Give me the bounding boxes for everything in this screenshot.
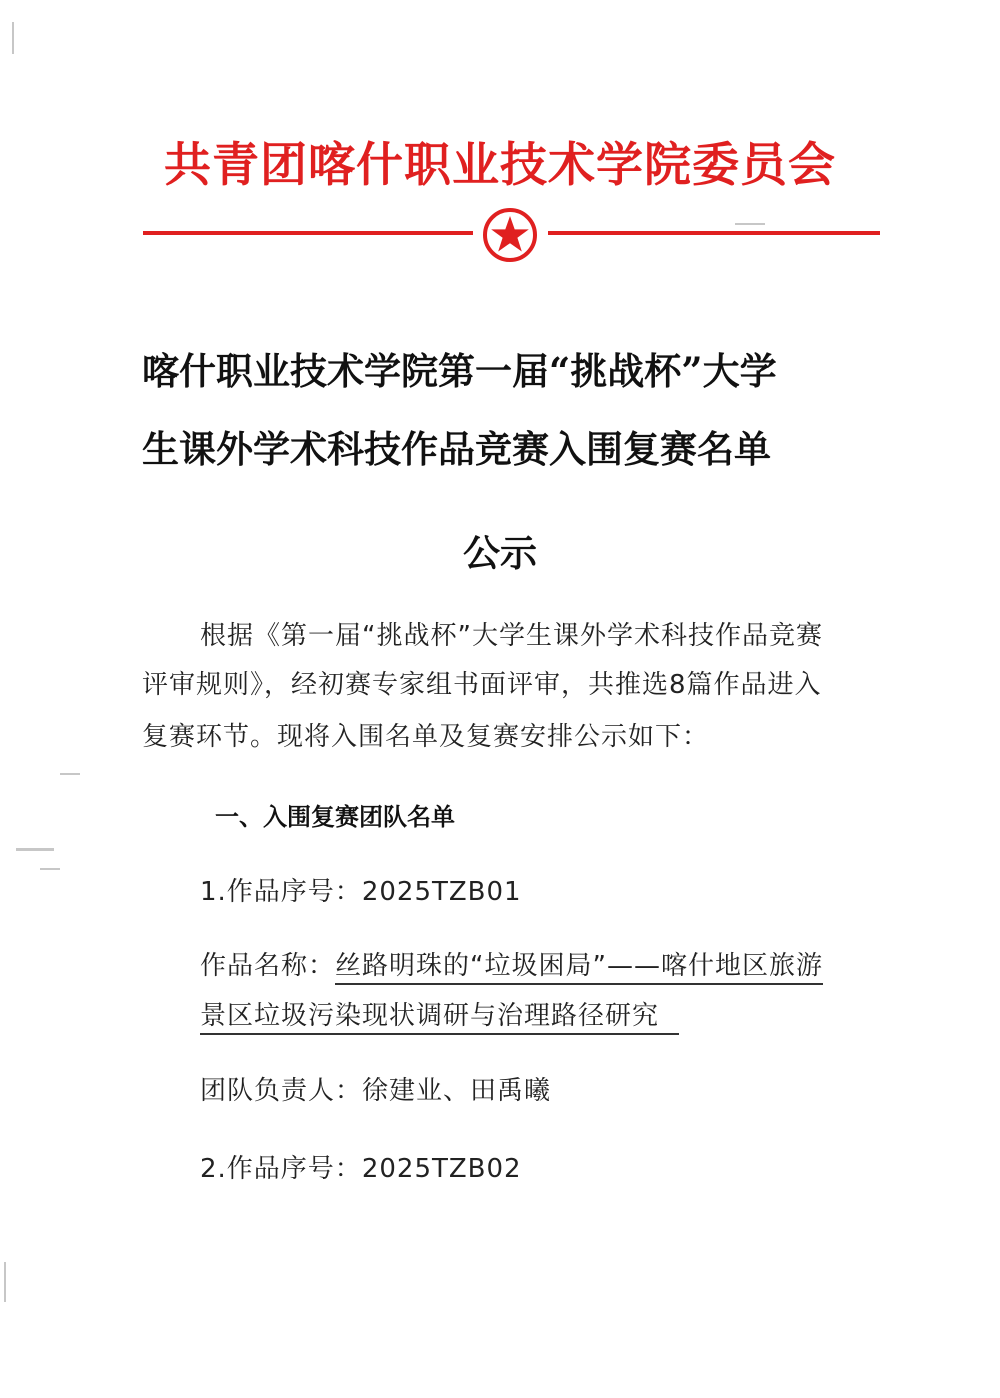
intro-line-1: 根据《第一届“挑战杯”大学生课外学术科技作品竞赛	[200, 621, 823, 651]
document-title-line-1: 喀什职业技术学院第一届“挑战杯”大学	[142, 349, 777, 393]
scan-mark-left-1	[60, 773, 80, 775]
scan-mark-top-left	[12, 22, 14, 54]
letterhead-organization: 共青团喀什职业技术学院委员会	[164, 138, 836, 193]
entry-1-serial-value: 2025TZB01	[361, 877, 522, 907]
red-star-emblem-icon	[482, 207, 538, 263]
scan-mark-bottom-left	[4, 1262, 6, 1302]
document-title-line-2: 生课外学术科技作品竞赛入围复赛名单	[142, 427, 771, 471]
entry-1-name-line-2: 景区垃圾污染现状调研与治理路径研究	[200, 1001, 679, 1035]
entry-2-serial	[200, 1148, 522, 1185]
entry-1-serial	[200, 871, 522, 908]
entry-1-leader-label: 团队负责人：	[200, 1076, 363, 1106]
entry-1-name-label: 作品名称：	[200, 951, 336, 981]
entry-2-serial-value: 2025TZB02	[361, 1154, 522, 1184]
letterhead-rule-left	[143, 231, 473, 235]
entry-1-name	[200, 945, 823, 982]
document-title-line-3: 公示	[463, 531, 537, 575]
section-heading: 一、入围复赛团队名单	[215, 803, 455, 831]
letterhead-rule-right	[548, 231, 880, 235]
scan-mark-left-2	[16, 848, 54, 851]
entry-1-leader-names: 徐建业、田禹曦	[362, 1076, 552, 1106]
entry-1-serial-label: 1.作品序号：	[200, 877, 362, 907]
entry-1-name-continued	[200, 995, 679, 1032]
intro-line-3: 复赛环节。现将入围名单及复赛安排公示如下：	[142, 722, 710, 752]
entry-1-leaders	[200, 1070, 551, 1107]
entry-1-name-line-1: 丝路明珠的“垃圾困局”——喀什地区旅游	[335, 951, 823, 985]
intro-line-2: 评审规则》，经初赛专家组书面评审，共推选8篇作品进入	[142, 670, 822, 700]
scan-mark-left-3	[40, 868, 60, 870]
scan-mark-right	[735, 223, 765, 225]
entry-2-serial-label: 2.作品序号：	[200, 1154, 362, 1184]
